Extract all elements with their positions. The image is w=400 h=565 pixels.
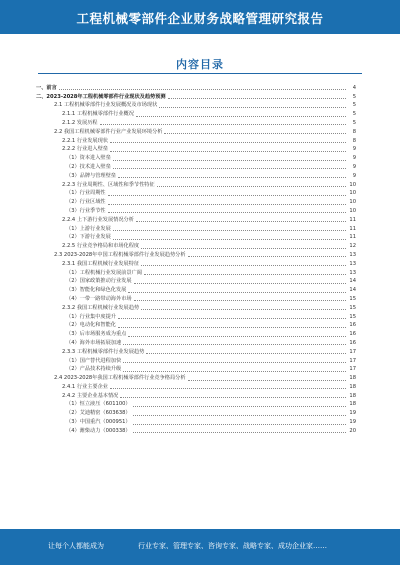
toc-page-number: 9 xyxy=(352,163,356,170)
toc-page-number: 11 xyxy=(349,225,356,232)
toc-entry[interactable] xyxy=(36,329,356,338)
toc-entry[interactable] xyxy=(36,268,356,277)
toc-entry[interactable] xyxy=(36,189,356,198)
toc-page-number: 15 xyxy=(349,313,356,320)
toc-page-number: 8 xyxy=(352,137,356,144)
toc-entry[interactable] xyxy=(36,171,356,180)
toc-leader-dots xyxy=(133,415,346,416)
toc-entry-title: 2.2.5 行业竞争格局和市场化程度 xyxy=(62,243,140,250)
report-title: 工程机械零部件企业财务战略管理研究报告 xyxy=(76,11,324,26)
toc-leader-dots xyxy=(113,239,346,240)
toc-leader-dots xyxy=(118,318,346,319)
toc-leader-dots xyxy=(133,406,346,407)
toc-page-number: 17 xyxy=(349,357,356,364)
toc-leader-dots xyxy=(128,292,346,293)
toc-leader-dots xyxy=(110,151,346,152)
toc-entry[interactable] xyxy=(36,373,356,382)
toc-page-number: 16 xyxy=(349,322,356,329)
toc-entry[interactable] xyxy=(36,224,356,233)
toc-page-number: 16 xyxy=(349,331,356,338)
toc-page-number: 16 xyxy=(349,339,356,346)
toc-entry-title: （2）艾迪精密（603638） xyxy=(66,410,131,417)
toc-entry[interactable] xyxy=(36,259,356,268)
toc-leader-dots xyxy=(188,380,346,381)
toc-entry[interactable] xyxy=(36,250,356,259)
toc-leader-dots xyxy=(164,133,346,134)
toc-leader-dots xyxy=(59,89,346,90)
toc-entry-title: 二、2023-2028年工程机械零部件行业现状及趋势预测 xyxy=(36,93,166,100)
toc-page-number: 18 xyxy=(349,401,356,408)
toc-entry-title: 2.3 2023-2028年中国工程机械零部件行业发展趋势分析 xyxy=(54,251,186,258)
toc-leader-dots xyxy=(108,204,346,205)
toc-leader-dots xyxy=(144,274,346,275)
toc-leader-dots xyxy=(136,116,346,117)
toc-entry[interactable] xyxy=(36,285,356,294)
toc-leader-dots xyxy=(168,98,346,99)
toc-entry[interactable] xyxy=(36,233,356,242)
toc-entry-title: 2.2.2 行业进入壁垒 xyxy=(62,146,108,153)
toc-page-number: 10 xyxy=(349,199,356,206)
toc-entry-title: 2.2 我国工程机械零部件行业产业发展环境分析 xyxy=(54,128,163,135)
toc-entry[interactable] xyxy=(36,162,356,171)
toc-entry[interactable] xyxy=(36,127,356,136)
toc-entry[interactable] xyxy=(36,136,356,145)
toc-leader-dots xyxy=(108,212,346,213)
toc-page-number: 18 xyxy=(349,392,356,399)
toc-entry-title: （3）智能化和绿色化发展 xyxy=(66,287,127,294)
toc-page-number: 9 xyxy=(352,146,356,153)
toc-entry[interactable] xyxy=(36,241,356,250)
toc-page-number: 4 xyxy=(352,84,356,91)
toc-entry[interactable] xyxy=(36,365,356,374)
toc-leader-dots xyxy=(188,256,346,257)
toc-page-number: 14 xyxy=(349,287,356,294)
toc-page-number: 19 xyxy=(349,410,356,417)
toc-entry[interactable] xyxy=(36,347,356,356)
toc-entry[interactable] xyxy=(36,109,356,118)
table-of-contents xyxy=(36,83,356,435)
toc-leader-dots xyxy=(110,142,346,143)
toc-page-number: 8 xyxy=(352,128,356,135)
toc-entry[interactable] xyxy=(36,321,356,330)
toc-entry-title: （4）潍柴动力（000338） xyxy=(66,427,131,434)
toc-leader-dots xyxy=(110,388,346,389)
toc-page-number: 5 xyxy=(352,119,356,126)
toc-leader-dots xyxy=(118,327,346,328)
toc-entry-title: 2.1.1 工程机械零部件行业概况 xyxy=(62,111,134,118)
toc-entry[interactable] xyxy=(36,145,356,154)
toc-entry-title: 2.2.3 行业周期性、区域性和季节性特征 xyxy=(62,181,155,188)
toc-entry-title: （3）行业季节性 xyxy=(66,207,106,214)
toc-leader-dots xyxy=(100,124,346,125)
toc-entry-title: 2.2.4 上下游行业发展情况分析 xyxy=(62,216,134,223)
toc-entry-title: 2.4.2 主要企业基本情况 xyxy=(62,392,119,399)
toc-leader-dots xyxy=(141,248,346,249)
toc-entry[interactable] xyxy=(36,426,356,435)
toc-entry-title: （3）品牌与管理壁垒 xyxy=(66,172,116,179)
toc-entry[interactable] xyxy=(36,180,356,189)
toc-page-number: 20 xyxy=(349,427,356,434)
toc-entry-title: （2）国家政策推动行业发展 xyxy=(66,278,132,285)
toc-page-number: 9 xyxy=(352,155,356,162)
toc-page-number: 13 xyxy=(349,251,356,258)
toc-leader-dots xyxy=(146,353,346,354)
toc-leader-dots xyxy=(123,344,346,345)
toc-page-number: 17 xyxy=(349,348,356,355)
toc-entry[interactable] xyxy=(36,391,356,400)
toc-leader-dots xyxy=(113,160,346,161)
toc-entry[interactable] xyxy=(36,101,356,110)
toc-entry-title: 2.3.3 工程机械零部件行业发展趋势 xyxy=(62,348,145,355)
toc-leader-dots xyxy=(133,424,346,425)
toc-page-number: 5 xyxy=(352,93,356,100)
toc-entry-title: 2.2.1 行业发展现状 xyxy=(62,137,108,144)
footer-slogan: 让每个人都能成为 xyxy=(48,542,104,550)
toc-leader-dots xyxy=(136,221,346,222)
toc-leader-dots xyxy=(157,186,346,187)
toc-page-number: 19 xyxy=(349,419,356,426)
toc-entry-title: （1）资本进入壁垒 xyxy=(66,155,111,162)
toc-page-number: 10 xyxy=(349,181,356,188)
toc-entry[interactable] xyxy=(36,312,356,321)
toc-leader-dots xyxy=(123,362,346,363)
toc-leader-dots xyxy=(113,230,346,231)
toc-entry-title: （3）中国重汽（000951） xyxy=(66,419,131,426)
toc-entry-title: （4）海外市场拓展加速 xyxy=(66,339,122,346)
toc-entry[interactable] xyxy=(36,277,356,286)
toc-entry-title: 2.1.2 发展历程 xyxy=(62,119,98,126)
toc-entry-title: 2.3.1 我国工程机械行业发展特征 xyxy=(62,260,140,267)
toc-page-number: 13 xyxy=(349,260,356,267)
toc-entry-title: （1）行业集中度提升 xyxy=(66,313,116,320)
toc-page-number: 12 xyxy=(349,243,356,250)
toc-entry-title: （2）技术进入壁垒 xyxy=(66,163,111,170)
toc-leader-dots xyxy=(120,397,346,398)
toc-leader-dots xyxy=(134,300,346,301)
toc-leader-dots xyxy=(141,309,346,310)
toc-entry-title: 2.3.2 我国工程机械行业发展趋势 xyxy=(62,304,140,311)
toc-entry-title: （2）下游行业发展 xyxy=(66,234,111,241)
toc-page-number: 5 xyxy=(352,111,356,118)
toc-entry-title: 一、前言 xyxy=(36,84,57,91)
toc-entry-title: （4）一带一路带动海外市场 xyxy=(66,295,132,302)
page-footer xyxy=(0,529,400,565)
toc-entry-title: （2）产品技术持续升级 xyxy=(66,366,122,373)
toc-page-number: 15 xyxy=(349,304,356,311)
toc-page-number: 15 xyxy=(349,295,356,302)
toc-entry-title: （3）后市场服务成为重点 xyxy=(66,331,127,338)
toc-entry[interactable] xyxy=(36,338,356,347)
toc-page-number: 11 xyxy=(349,216,356,223)
toc-page-number: 18 xyxy=(349,383,356,390)
toc-page-number: 10 xyxy=(349,207,356,214)
toc-entry[interactable] xyxy=(36,118,356,127)
toc-entry[interactable] xyxy=(36,153,356,162)
toc-entry[interactable] xyxy=(36,356,356,365)
toc-entry-title: （1）上游行业发展 xyxy=(66,225,111,232)
toc-leader-dots xyxy=(113,168,346,169)
toc-entry-title: （1）工程机械行业发展前景广阔 xyxy=(66,269,142,276)
toc-leader-dots xyxy=(123,371,346,372)
toc-entry-title: （2）电动化和智能化 xyxy=(66,322,116,329)
toc-page-number: 11 xyxy=(349,234,356,241)
toc-leader-dots xyxy=(133,432,346,433)
toc-page-number: 9 xyxy=(352,172,356,179)
toc-leader-dots xyxy=(128,336,346,337)
toc-entry-title: 2.1 工程机械零部件行业发展概况及市场现状 xyxy=(54,102,158,109)
footer-roles: 行业专家、管理专家、咨询专家、战略专家、成功企业家…… xyxy=(138,542,327,550)
toc-entry-title: （1）行业周期性 xyxy=(66,190,106,197)
toc-page-number: 17 xyxy=(349,366,356,373)
toc-page-number: 18 xyxy=(349,375,356,382)
toc-leader-dots xyxy=(118,177,346,178)
toc-leader-dots xyxy=(108,195,346,196)
toc-entry[interactable] xyxy=(36,408,356,417)
toc-entry[interactable] xyxy=(36,92,356,101)
toc-leader-dots xyxy=(134,283,346,284)
toc-entry[interactable] xyxy=(36,294,356,303)
toc-entry[interactable] xyxy=(36,382,356,391)
toc-title: 内容目录 xyxy=(176,58,224,71)
toc-page-number: 5 xyxy=(352,102,356,109)
toc-entry[interactable] xyxy=(36,400,356,409)
toc-entry[interactable] xyxy=(36,206,356,215)
toc-page-number: 14 xyxy=(349,278,356,285)
toc-page-number: 10 xyxy=(349,190,356,197)
toc-leader-dots xyxy=(159,107,346,108)
toc-entry[interactable] xyxy=(36,417,356,426)
toc-divider xyxy=(38,73,362,74)
toc-entry[interactable] xyxy=(36,197,356,206)
toc-leader-dots xyxy=(141,265,346,266)
toc-page-number: 13 xyxy=(349,269,356,276)
toc-entry[interactable] xyxy=(36,303,356,312)
page-header xyxy=(0,0,400,34)
toc-entry-title: 2.4 2023-2028年我国工程机械零部件行业竞争格局分析 xyxy=(54,375,186,382)
toc-entry[interactable] xyxy=(36,215,356,224)
toc-entry-title: （1）恒立液压（601100） xyxy=(66,401,131,408)
toc-entry-title: （1）国产替代进程加快 xyxy=(66,357,122,364)
toc-entry-title: （2）行业区域性 xyxy=(66,199,106,206)
toc-entry[interactable] xyxy=(36,83,356,92)
toc-entry-title: 2.4.1 行业主要企业 xyxy=(62,383,108,390)
